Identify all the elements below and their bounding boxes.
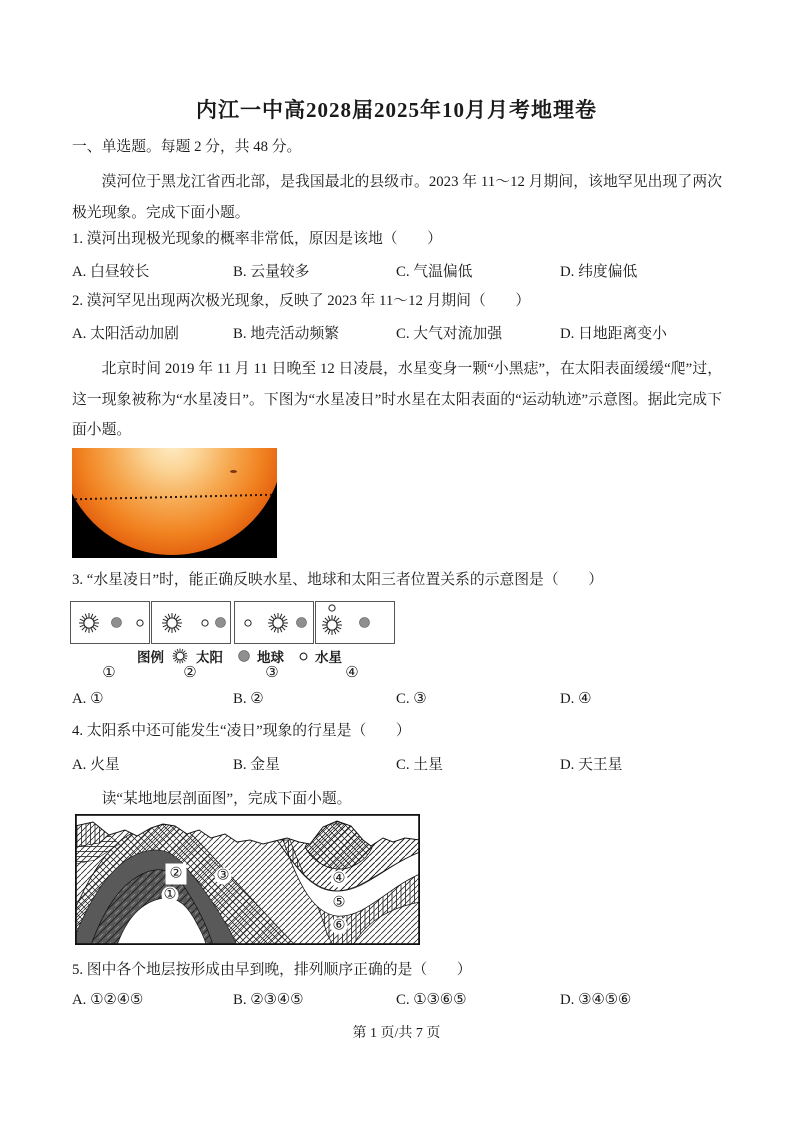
strata-label-3: ③ xyxy=(216,867,230,884)
q1-stem: 1. 漠河出现极光现象的概率非常低，原因是该地（ ） xyxy=(72,231,442,247)
box-number-2: ② xyxy=(183,665,197,681)
strata-label-1: ① xyxy=(163,886,177,903)
q5-option-b: B. ②③④⑤ xyxy=(233,992,304,1008)
sunspot-group xyxy=(230,470,237,473)
q3-option-b: B. ② xyxy=(233,691,264,707)
box-number-3: ③ xyxy=(265,665,279,681)
strata-label-5: ⑤ xyxy=(332,894,346,911)
q1-options xyxy=(72,260,732,280)
mercury-icon xyxy=(328,604,336,612)
earth-icon xyxy=(296,617,307,628)
q2-option-d: D. 日地距离变小 xyxy=(560,326,667,342)
legend-title: 图例 xyxy=(137,650,164,665)
mercury-transit-photo xyxy=(72,448,277,558)
mercury-position-diagram xyxy=(70,601,400,645)
q4-option-b: B. 金星 xyxy=(233,757,280,773)
diagram-box-4 xyxy=(315,601,395,644)
earth-icon xyxy=(238,650,250,662)
q4-options xyxy=(72,753,732,773)
q4-option-c: C. 土星 xyxy=(396,757,443,773)
sun-icon xyxy=(77,611,101,635)
q3-option-a: A. ① xyxy=(72,691,104,707)
q4-stem: 4. 太阳系中还可能发生“凌日”现象的行星是（ ） xyxy=(72,723,411,739)
q5-stem: 5. 图中各个地层按形成由早到晚，排列顺序正确的是（ ） xyxy=(72,962,472,978)
earth-icon xyxy=(111,617,122,628)
q5-option-c: C. ①③⑥⑤ xyxy=(396,992,467,1008)
strata-svg xyxy=(75,814,420,945)
legend-earth-label: 地球 xyxy=(257,650,284,665)
earth-icon xyxy=(359,617,370,628)
section-heading: 一、单选题。每题 2 分，共 48 分。 xyxy=(72,139,302,155)
q2-option-b: B. 地壳活动频繁 xyxy=(233,326,340,342)
page-title: 内江一中高2028届2025年10月月考地理卷 xyxy=(196,98,597,122)
q2-stem: 2. 漠河罕见出现两次极光现象，反映了 2023 年 11～12 月期间（ ） xyxy=(72,293,531,309)
mercury-icon xyxy=(244,619,252,627)
q1-option-c: C. 气温偏低 xyxy=(396,264,473,280)
q5-option-d: D. ③④⑤⑥ xyxy=(560,992,632,1008)
earth-icon xyxy=(215,617,226,628)
sun-icon xyxy=(320,613,344,637)
q1-option-a: A. 白昼较长 xyxy=(72,264,150,280)
q2-option-a: A. 太阳活动加剧 xyxy=(72,326,179,342)
strata-label-4: ④ xyxy=(332,870,346,887)
sun-disc xyxy=(72,448,277,555)
diagram-box-3 xyxy=(234,601,314,644)
q4-option-d: D. 天王星 xyxy=(560,757,623,773)
q3-option-d: D. ④ xyxy=(560,691,592,707)
box-number-1: ① xyxy=(102,665,116,681)
strata-label-2: ② xyxy=(169,865,183,882)
passage-3: 读“某地地层剖面图”，完成下面小题。 xyxy=(101,791,352,807)
mercury-icon xyxy=(201,619,209,627)
q3-options xyxy=(72,690,732,710)
box-number-4: ④ xyxy=(345,665,359,681)
diagram-box-numbers xyxy=(72,663,722,683)
q2-option-c: C. 大气对流加强 xyxy=(396,326,503,342)
strata-label-6: ⑥ xyxy=(332,917,346,934)
passage-2: 北京时间 2019 年 11 月 11 日晚至 12 日凌晨，水星变身一颗“小黑痣”，在太阳表面缓缓“爬”过，这一现象被称为“水星凌日”。下图为“水星凌日”时水星在太阳表面的“运动轨迹”示意图。据此完成下面小题。 xyxy=(72,361,722,438)
mercury-icon xyxy=(136,619,144,627)
strata-cross-section-diagram xyxy=(75,814,420,945)
q4-option-a: A. 火星 xyxy=(72,757,120,773)
mercury-icon xyxy=(299,652,308,661)
diagram-box-1 xyxy=(70,601,150,644)
q1-option-b: B. 云量较多 xyxy=(233,264,310,280)
q5-option-a: A. ①②④⑤ xyxy=(72,992,144,1008)
diagram-box-2 xyxy=(151,601,231,644)
passage-1: 漠河位于黑龙江省西北部，是我国最北的县级市。2023 年 11～12 月期间，该地罕见出现了两次极光现象。完成下面小题。 xyxy=(72,174,722,221)
page-footer: 第 1 页/共 7 页 xyxy=(352,1026,441,1041)
q3-option-c: C. ③ xyxy=(396,691,427,707)
legend-sun-label: 太阳 xyxy=(196,650,223,665)
sun-icon xyxy=(160,611,184,635)
legend-mercury-label: 水星 xyxy=(315,650,342,665)
q5-options xyxy=(72,991,732,1011)
q1-option-d: D. 纬度偏低 xyxy=(560,264,638,280)
sun-icon xyxy=(266,611,290,635)
q3-stem: 3. “水星凌日”时，能正确反映水星、地球和太阳三者位置关系的示意图是（ ） xyxy=(72,572,604,588)
q2-options xyxy=(72,322,732,342)
